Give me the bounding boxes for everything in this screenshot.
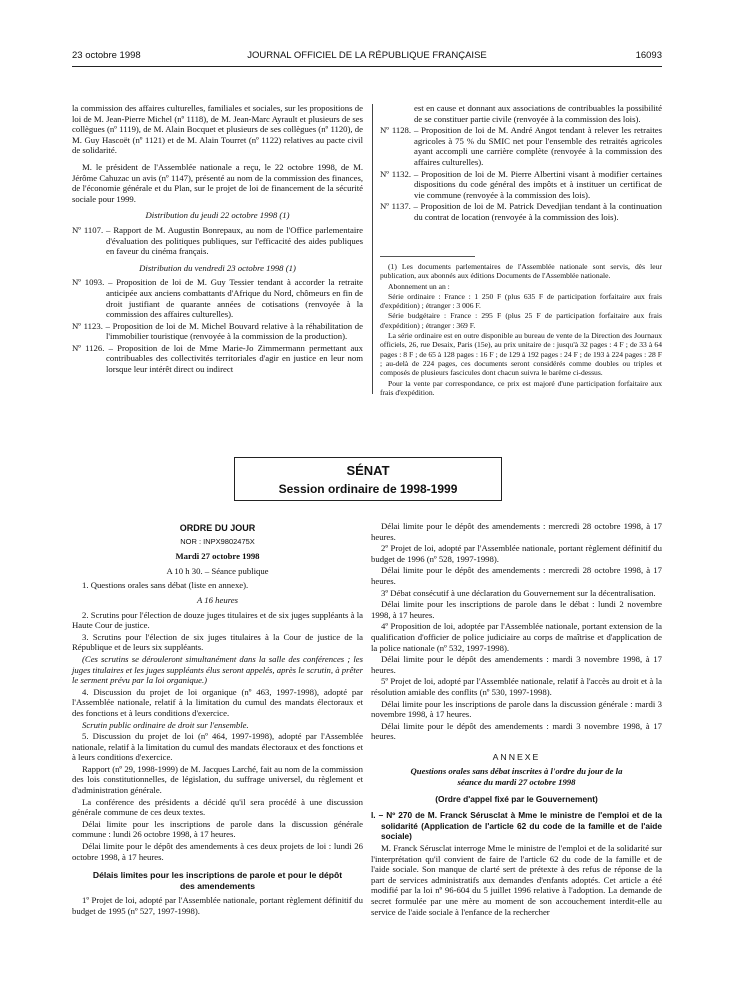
- header-rule: [72, 66, 662, 67]
- agenda-item: La conférence des présidents a décidé qu'il sera procédé à une discussion générale commune de ces deux textes.: [72, 796, 363, 818]
- document-entry: Nº 1128. – Proposition de loi de M. André Angot tendant à relever les retraites agricoles à 75 % du SMIC net pour l'ensemble des retraités agricoles ayant accompli une carrière complète (renvoyée à la commission des affaires culturelles).: [380, 125, 662, 167]
- right-top-column: [380, 103, 662, 224]
- agenda-item: 4. Discussion du projet de loi organique (nº 463, 1997-1998), adopté par l'Assemblée nationale, relatif à la limitation du cumul des mandats électoraux et des fonctions et à leurs conditions d'exercice.: [72, 686, 363, 718]
- session-time: A 16 heures: [196, 594, 239, 605]
- document-entry: Nº 1123. – Proposition de loi de M. Michel Bouvard relative à la réhabilitation de l'immobilier touristique (renvoyée à la commission de la production).: [72, 320, 363, 342]
- agenda-item: 3º Débat consécutif à une déclaration du Gouvernement sur la décentralisation.: [381, 587, 656, 598]
- column-divider: [372, 104, 373, 394]
- agenda-item: 3. Scrutins pour l'élection de six juges titulaires à la Cour de justice de la République et de leurs six suppléants.: [72, 631, 363, 653]
- question-body: M. Franck Sérusclat interroge Mme le ministre de l'emploi et de la solidarité sur l'interprétation qu'il convient de faire de l'article 62 du code de la famille et de l'aide sociale. Son manque de clarté sert de prétexte à des refus de réponse de la part de services administratifs aux demandes d'enfants adoptés. Cet article a été modifié par la loi nº 96-604 du 5 juillet 1996 relative à l'adoption. La demande de secret formulée par une mère au moment de son accouchement interdit-elle au service de l'aide sociale à l'enfance de la rechercher: [371, 843, 662, 917]
- agenda-item: Délai limite pour le dépôt des amendements : mercredi 28 octobre 1998, à 17 heures.: [371, 565, 662, 586]
- document-entry: Nº 1126. – Proposition de loi de Mme Marie-Jo Zimmermann permettant aux contribuables des collectivités territoriales d'agir en justice en leur nom lorsque leur intérêt direct ou indirect: [72, 342, 363, 375]
- section-heading: ORDRE DU JOUR: [179, 523, 256, 533]
- session-time: A 10 h 30. – Séance publique: [166, 565, 269, 576]
- header-date: 23 octobre 1998: [72, 50, 141, 61]
- agenda-item: Délai limite pour le dépôt des amendements : mardi 3 novembre 1998, à 17 heures.: [371, 720, 662, 742]
- agenda-item: 5. Discussion du projet de loi (nº 464, 1997-1998), adopté par l'Assemblée nationale, relatif à la limitation du cumul des mandats électoraux et des fonctions et à leurs conditions d'exercice.: [72, 731, 363, 763]
- nor-reference: NOR : INPX9802475X: [180, 536, 255, 546]
- footnote: Abonnement un an :: [388, 281, 450, 291]
- document-entry: Nº 1132. – Proposition de loi de M. Pierre Albertini visant à modifier certaines dispositions du code général des impôts et à instituer un certificat de vie commune (renvoyée à la commission des lois).: [380, 168, 662, 200]
- footnote: Série ordinaire : France : 1 250 F (plus 635 F de participation forfaitaire aux frais d'expédition) ; étranger : 3 006 F.: [380, 291, 662, 311]
- agenda-item: Rapport (nº 29, 1998-1999) de M. Jacques Larché, fait au nom de la commission des lois constitutionnelles, de législation, du suffrage universel, du règlement et d'administration générale.: [72, 763, 363, 796]
- agenda-note: (Ces scrutins se dérouleront simultanément dans la salle des conférences ; les juges titulaires et les juges suppléants élus seront appelés, après le scrutin, à prêter le serment prévu par la loi organique.): [72, 653, 363, 686]
- footnote-block: [380, 262, 662, 398]
- agenda-item: Délai limite pour les inscriptions de parole dans la discussion générale : mardi 3 novembre 1998, à 17 heures.: [371, 698, 662, 720]
- agenda-item: 5º Projet de loi, adopté par l'Assemblée nationale, relatif à l'accès au droit et à la résolution amiable des conflits (nº 530, 1997-1998).: [371, 676, 662, 697]
- agenda-note: Scrutin public ordinaire de droit sur l'ensemble.: [82, 719, 249, 730]
- banner-subtitle: Session ordinaire de 1998-1999: [278, 482, 458, 496]
- banner-title: SÉNAT: [346, 463, 390, 478]
- agenda-item: 1º Projet de loi, adopté par l'Assemblée nationale, portant règlement définitif du budget de 1995 (nº 527, 1997-1998).: [72, 895, 363, 916]
- agenda-item: Délai limite pour le dépôt des amendements : mardi 3 novembre 1998, à 17 heures.: [371, 654, 662, 675]
- annex-subheading: Questions orales sans débat inscrites à l'ordre du jour de la séance du mardi 27 octobre 1998: [410, 766, 623, 788]
- agenda-item: 1. Questions orales sans débat (liste en annexe).: [82, 580, 249, 591]
- distribution-heading: Distribution du vendredi 23 octobre 1998 (1): [139, 262, 296, 273]
- distribution-heading: Distribution du jeudi 22 octobre 1998 (1): [145, 210, 290, 221]
- footnote: Série budgétaire : France : 295 F (plus 25 F de participation forfaitaire aux frais d'expédition) ; étranger : 369 F.: [380, 311, 662, 330]
- paragraph: la commission des affaires culturelles, familiales et sociales, sur les propositions de loi de M. Jean-Pierre Michel (nº 1118), de M. Jean-Marc Ayrault et plusieurs de ses collègues (nº 1119), de M. Alain Bocquet et plusieurs de ses collègues (nº 1120), de M. Guy Hascoët (nº 1121) et de M. Alain Tourret (nº 1122) relatives au pacte civil de solidarité.: [72, 103, 363, 156]
- header-title: JOURNAL OFFICIEL DE LA RÉPUBLIQUE FRANÇAISE: [247, 50, 487, 61]
- running-header: [72, 50, 662, 66]
- footnote: (1) Les documents parlementaires de l'Assemblée nationale sont servis, dès leur publication, aux abonnés aux éditions Documents de l'Assemblée nationale.: [380, 262, 662, 281]
- document-entry: Nº 1137. – Proposition de loi de M. Patrick Devedjian tendant à la continuation du contrat de location (renvoyée à la commission des lois).: [380, 201, 662, 222]
- section-heading: Délais limites pour les inscriptions de parole et pour le dépôt des amendements: [92, 870, 343, 891]
- agenda-item: Délai limite pour le dépôt des amendements : mercredi 28 octobre 1998, à 17 heures.: [371, 521, 662, 542]
- agenda-date: Mardi 27 octobre 1998: [175, 551, 260, 562]
- agenda-item: 4º Proposition de loi, adoptée par l'Assemblée nationale, portant extension de la qualification d'officier de police judiciaire au corps de maîtrise et d'application de la police nationale (nº 532, 1997-1998).: [371, 621, 662, 653]
- header-page-number: 16093: [635, 50, 662, 61]
- left-top-column: [72, 103, 363, 376]
- agenda-item: 2º Projet de loi, adopté par l'Assemblée nationale, portant règlement définitif du budget de 1996 (nº 528, 1997-1998).: [371, 543, 662, 564]
- document-entry-continued: est en cause et donnant aux associations de contribuables la possibilité de se constituer partie civile (renvoyée à la commission des lois).: [414, 103, 662, 124]
- left-bottom-column: [72, 523, 363, 918]
- senat-banner: [234, 457, 502, 501]
- document-entry: Nº 1107. – Rapport de M. Augustin Bonrepaux, au nom de l'Office parlementaire d'évaluation des politiques publiques, sur l'efficacité des aides publiques en faveur du cinéma français.: [72, 224, 363, 257]
- agenda-item: Délai limite pour le dépôt des amendements à ces deux projets de loi : lundi 26 octobre 1998, à 17 heures.: [72, 841, 363, 862]
- footnote: La série ordinaire est en outre disponible au bureau de vente de la Direction des Journaux officiels, 26, rue Desaix, Paris (15e), au prix unitaire de : jusqu'à 32 pages : 4 F ; de 33 à 64 pages : 8 F ; de 65 à 128 pages : 16 F ; de 129 à 192 pages : 24 F ; de 193 à 224 pages : 28 F ; au-delà de 224 pages, ces documents seront considérés comme doubles ou triples et composés de plusieurs fascicules dont chacun suivra le barème ci-dessus.: [380, 331, 662, 378]
- document-entry: Nº 1093. – Proposition de loi de M. Guy Tessier tendant à accorder la retraite anticipée aux anciens combattants d'Afrique du Nord, chômeurs en fin de droit justifiant de quarante années de cotisations (renvoyée à la commission des affaires culturelles).: [72, 277, 363, 320]
- paragraph: M. le président de l'Assemblée nationale a reçu, le 22 octobre 1998, de M. Jérôme Cahuzac un avis (nº 1147), présenté au nom de la commission des finances, de l'économie générale et du Plan, sur le projet de loi de financement de la sécurité sociale pour 1999.: [72, 161, 363, 204]
- agenda-item: 2. Scrutins pour l'élection de douze juges titulaires et de six juges suppléants à la Haute Cour de justice.: [72, 609, 363, 631]
- question-heading: I. – Nº 270 de M. Franck Sérusclat à Mme le ministre de l'emploi et de la solidarité (Application de l'article 62 du code de la famille et de l'aide sociale): [371, 810, 662, 842]
- right-bottom-column: [371, 521, 662, 918]
- agenda-item: Délai limite pour les inscriptions de parole dans le débat : lundi 2 novembre 1998, à 17 heures.: [371, 599, 662, 620]
- annex-heading: ANNEXE: [492, 751, 541, 762]
- annex-order-note: (Ordre d'appel fixé par le Gouvernement): [435, 793, 598, 804]
- footnote: Pour la vente par correspondance, ce prix est majoré d'une participation forfaitaire aux frais d'expédition.: [380, 378, 662, 397]
- footnote-rule: [380, 256, 475, 257]
- agenda-item: Délai limite pour les inscriptions de parole dans la discussion générale commune : lundi 26 octobre 1998, à 17 heures.: [72, 818, 363, 840]
